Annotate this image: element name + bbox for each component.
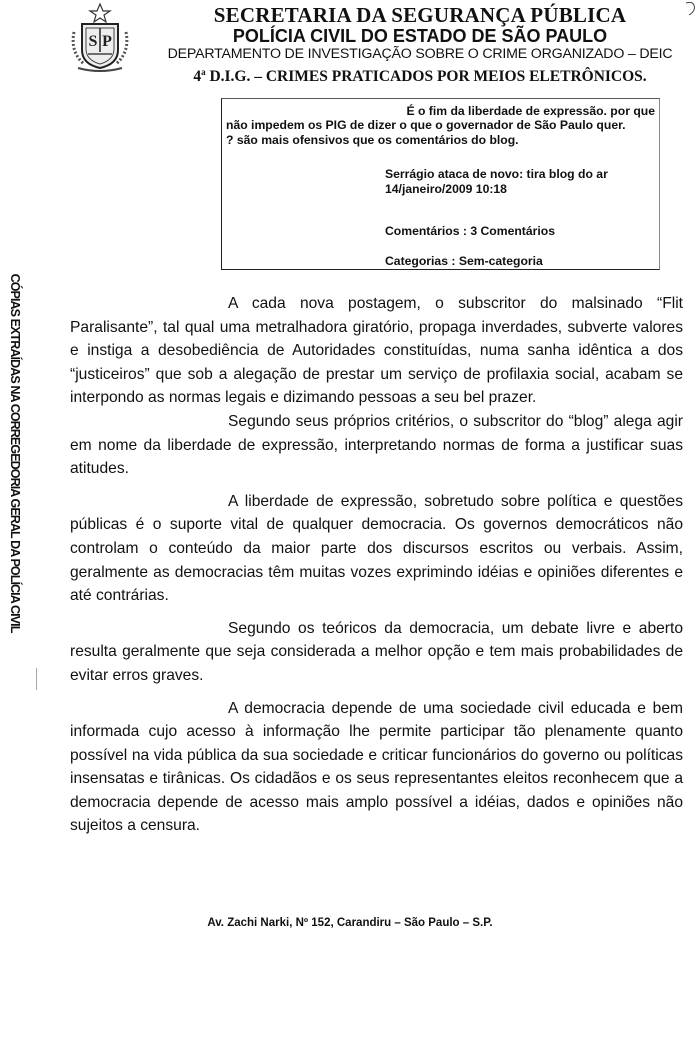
crest-monogram-p: P [102, 33, 112, 50]
blog-quote-line: ? são mais ofensivos que os comentários do blog. [226, 133, 519, 147]
body-paragraph: A cada nova postagem, o subscritor do malsinado “Flit Paralisante”, tal qual uma metralhadora giratório, propaga inverdades, subverte valores e instiga a desobediência de Autoridades constituídas, numa sanha idêntica a dos “justiceiros” que sob a alegação de prestar um serviço de profilaxia social, acabam se interpondo as normas legais e dizimando pessoas a seu bel prazer. [70, 295, 683, 407]
margin-mark [36, 668, 37, 690]
letterhead [140, 4, 700, 86]
blog-quote-line: É o fim da liberdade de expressão. por que [406, 104, 655, 118]
blog-quote-line: não impedem os PIG de dizer o que o governador de São Paulo quer. [226, 118, 626, 132]
blog-post-title: Serrágio ataca de novo: tira blog do ar [385, 167, 608, 181]
division-number: 4 [193, 68, 202, 86]
blog-excerpt-box [221, 98, 660, 270]
blog-categories: Categorias : Sem-categoria [385, 254, 543, 268]
footer-address: Av. Zachi Narki, Nº 152, Carandiru – São Paulo – S.P. [207, 917, 493, 929]
division-name: D.I.G. – CRIMES PRATICADOS POR MEIOS ELETRÔNICOS. [205, 68, 647, 86]
blog-comments-count: Comentários : 3 Comentários [385, 224, 555, 238]
letterhead-policia-civil: POLÍCIA CIVIL DO ESTADO DE SÃO PAULO [232, 26, 608, 46]
letterhead-division [140, 63, 700, 86]
margin-stamp [4, 248, 26, 658]
crest-monogram-s: S [88, 33, 98, 50]
division-ordinal: a [201, 67, 206, 77]
letterhead-department: DEPARTAMENTO DE INVESTIGAÇÃO SOBRE O CRIME ORGANIZADO – DEIC [167, 46, 673, 62]
body-paragraph: A liberdade de expressão, sobretudo sobre política e questões públicas é o suporte vital de qualquer democracia. Os governos democráticos não controlam o conteúdo da maior parte dos discursos escritos ou verbais. Assim, geralmente as democracias têm muitas vozes exprimindo idéias e opiniões diferentes e até contrárias. [70, 492, 683, 605]
letterhead-secretaria: SECRETARIA DA SEGURANÇA PÚBLICA [213, 3, 627, 27]
coat-of-arms-icon [62, 2, 138, 72]
body-paragraph: A democracia depende de uma sociedade civil educada e bem informada cujo acesso à informação lhe permite participar tão plenamente quanto possível na vida pública da sua sociedade e criticar funcionários do governo ou políticas insensatas e tirânicas. Os cidadãos e os seus representantes eleitos reconhecem que a democracia depende de acesso mais amplo possível a idéias, dados e opiniões não sujeitos a censura. [70, 699, 683, 835]
body-paragraph: Segundo os teóricos da democracia, um debate livre e aberto resulta geralmente que seja considerada a melhor opção e tem mais probabilidades de evitar erros graves. [70, 619, 683, 684]
body-paragraph: Segundo seus próprios critérios, o subscritor do “blog” alega agir em nome da liberdade de expressão, interpretando normas de forma a justificar suas atitudes. [70, 412, 683, 478]
document-body [70, 292, 683, 838]
blog-post-date: 14/janeiro/2009 10:18 [385, 182, 507, 196]
margin-stamp-text: CÓPIAS EXTRAÍDAS NA CORREGEDORIA GERAL DA POLÍCIA CIVIL [8, 273, 22, 633]
